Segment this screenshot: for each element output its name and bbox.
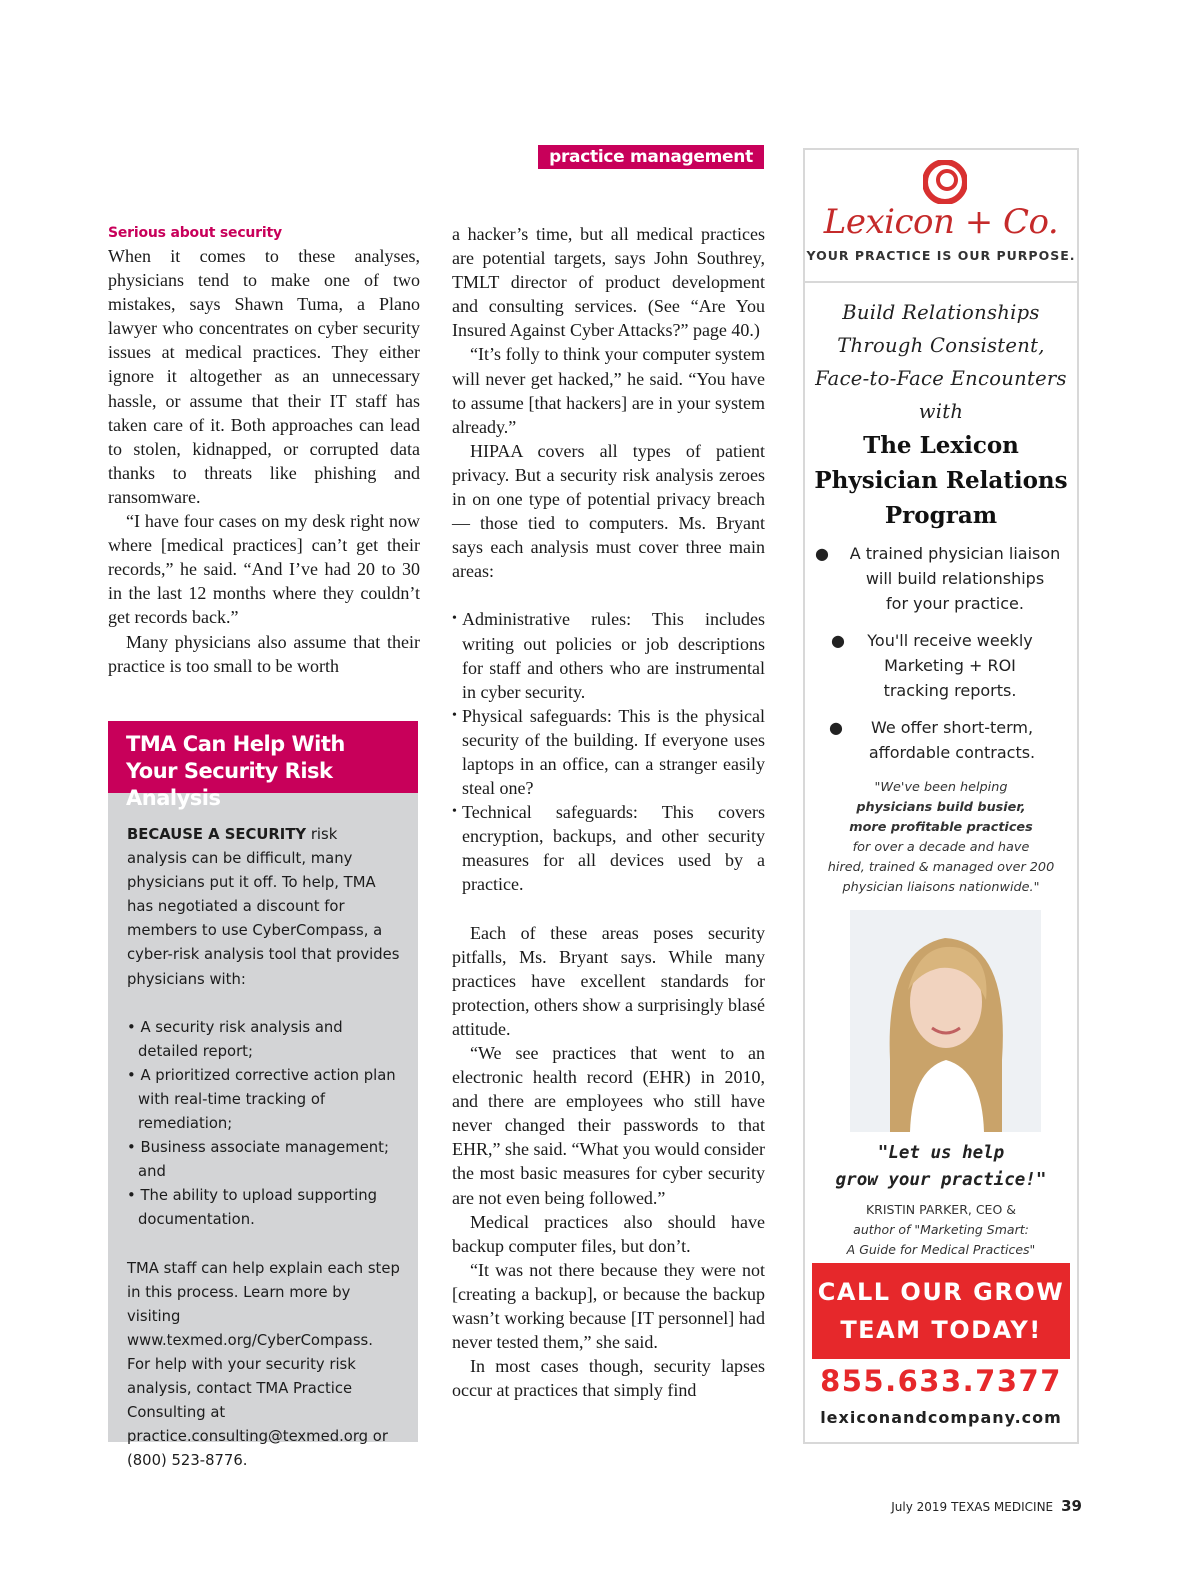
ad-quote-line: hired, trained & managed over 200 bbox=[827, 860, 1055, 875]
paragraph: Medical practices also should have backup computer files, but don’t. bbox=[452, 1211, 765, 1256]
paragraph: a hacker’s time, but all medical practices are potential targets, says John Southrey, TMLT director of product development and consulting services. (See “Are You Insured Against Cyber Attacks?” page 40.) bbox=[452, 224, 765, 341]
ad-cta-line: grow your practice!" bbox=[835, 1170, 1047, 1190]
ad-author-line: A Guide for Medical Practices" bbox=[846, 1242, 1036, 1257]
ad-website-link[interactable]: lexiconandcompany.com bbox=[820, 1408, 1062, 1427]
list-item-text: A prioritized corrective action plan with real-time tracking of remediation; bbox=[138, 1066, 396, 1133]
ad-author-line: KRISTIN PARKER, CEO & bbox=[865, 1202, 1017, 1217]
ad-program-line: Program bbox=[884, 502, 998, 529]
ad-quote-line: more profitable practices bbox=[849, 820, 1033, 835]
ad-cta-line: "Let us help bbox=[877, 1143, 1005, 1163]
advertisement[interactable] bbox=[803, 148, 1079, 1444]
list-item: • Business associate management; and bbox=[127, 1139, 389, 1181]
ad-headline-line: Through Consistent, bbox=[837, 334, 1045, 357]
list-item-text: A security risk analysis and detailed report; bbox=[138, 1018, 343, 1060]
ad-phone-number[interactable]: 855.633.7377 bbox=[820, 1364, 1062, 1398]
page-number: 39 bbox=[1061, 1497, 1082, 1515]
ad-quote-line: physicians build busier, bbox=[856, 800, 1026, 815]
list-item: • Administrative rules: This includes writing out policies or job descriptions for staff and others who are instrumental in cyber security. bbox=[452, 607, 765, 703]
ad-headline bbox=[805, 296, 1077, 428]
ad-quote-line: physician liaisons nationwide." bbox=[842, 880, 1040, 895]
ad-bullet-line: Marketing + ROI bbox=[884, 656, 1016, 675]
list-item: • Technical safeguards: This covers encryption, backups, and other security measures for all devices used by a practice. bbox=[452, 800, 765, 896]
sidebar-body bbox=[108, 793, 418, 1473]
list-item-text: Technical safeguards: This covers encryption, backups, and other security measures for all devices used by a practice. bbox=[462, 802, 765, 895]
intro-text: risk analysis can be difficult, many physicians put it off. To help, TMA has negotiated a discount for members to use CyberCompass, a cyber-risk analysis tool that provides physicians with: bbox=[127, 826, 400, 988]
ad-header bbox=[805, 150, 1077, 283]
bullet-icon: ● bbox=[829, 718, 843, 737]
sidebar-closing: TMA staff can help explain each step in this process. Learn more by visiting www.texmed.org/CyberCompass. For help with your security risk analysis, contact TMA Practice Consulting at practice.consulting@texmed.org or (800) 523-8776. bbox=[127, 1259, 400, 1470]
ad-headline-line: Build Relationships bbox=[842, 301, 1040, 324]
magazine-name: TEXAS MEDICINE bbox=[951, 1500, 1054, 1514]
bullet-icon: ● bbox=[815, 544, 829, 563]
list-item-text: Physical safeguards: This is the physical security of the building. If everyone uses laptops in an office, can a stranger easily steal one? bbox=[462, 705, 765, 799]
ad-author bbox=[805, 1200, 1077, 1260]
sidebar-box bbox=[108, 721, 418, 1470]
ad-bullet-line: We offer short-term, bbox=[870, 718, 1034, 737]
ad-testimonial bbox=[805, 778, 1077, 898]
paragraph: “It was not there because they were not [creating a backup], or because the backup wasn’t working because [IT personnel] had never tested them,” she said. bbox=[452, 1259, 765, 1353]
paragraph: In most cases though, security lapses occur at practices that simply find bbox=[452, 1356, 765, 1401]
ad-bullet-line: affordable contracts. bbox=[868, 743, 1036, 762]
paragraph: “We see practices that went to an electronic health record (EHR) in 2010, and there are employees who still have never changed their passwords to that EHR,” she said. “What you would consider the most basic measures for cyber security are not even being followed.” bbox=[452, 1043, 765, 1208]
list-item: • The ability to upload supporting documentation. bbox=[127, 1187, 378, 1229]
call-to-action-banner[interactable] bbox=[812, 1263, 1070, 1359]
article-column-2 bbox=[452, 222, 765, 1402]
portrait-image bbox=[850, 910, 1041, 1132]
ad-bullet-line: tracking reports. bbox=[883, 681, 1017, 700]
ad-bullet bbox=[815, 541, 1075, 616]
ad-tagline: YOUR PRACTICE IS OUR PURPOSE. bbox=[806, 248, 1076, 263]
cta-line: CALL OUR GROW bbox=[817, 1278, 1065, 1306]
lexicon-logo-icon bbox=[923, 160, 967, 204]
paragraph: Many physicians also assume that their practice is too small to be worth bbox=[108, 631, 420, 676]
ad-bullet-line: A trained physician liaison bbox=[849, 544, 1061, 563]
ad-bullet bbox=[831, 628, 1050, 703]
article-column-1 bbox=[108, 222, 420, 678]
ad-program-line: The Lexicon bbox=[863, 432, 1019, 459]
ad-cta-quote bbox=[805, 1140, 1077, 1194]
list-item-text: The ability to upload supporting documentation. bbox=[138, 1187, 378, 1229]
ad-quote-line: for over a decade and have bbox=[852, 840, 1030, 855]
cta-line: TEAM TODAY! bbox=[840, 1316, 1042, 1344]
section-tag: practice management bbox=[538, 145, 764, 169]
list-item: • Physical safeguards: This is the physical security of the building. If everyone uses laptops in an office, can a stranger easily steal one? bbox=[452, 704, 765, 800]
list-item: • A security risk analysis and detailed report; bbox=[127, 1018, 343, 1060]
paragraph: When it comes to these analyses, physicians tend to make one of two mistakes, says Shawn Tuma, a Plano lawyer who concentrates on cyber security issues at medical practices. They either ignore it altogether as an unnecessary hassle, or assume that their IT staff has taken care of it. Both approaches can lead to stolen, kidnapped, or corrupted data thanks to threats like phishing and ransomware. bbox=[108, 246, 420, 507]
ad-bullet bbox=[829, 715, 1057, 765]
page-footer bbox=[891, 1497, 1082, 1515]
ad-headline-line: Face-to-Face Encounters bbox=[815, 367, 1067, 390]
ad-bullet-line: You'll receive weekly bbox=[867, 631, 1033, 650]
lead-in: BECAUSE A SECURITY bbox=[127, 826, 307, 843]
subheading: Serious about security bbox=[108, 225, 282, 241]
paragraph: “It’s folly to think your computer system will never get hacked,” he said. “You have to assume [that hackers] are in your system already.” bbox=[452, 344, 765, 437]
sidebar-title: TMA Can Help With Your Security Risk Analysis bbox=[108, 721, 418, 793]
list-item-text: Business associate management; and bbox=[138, 1139, 389, 1181]
list-item: • A prioritized corrective action plan with real-time tracking of remediation; bbox=[127, 1066, 396, 1133]
ceo-portrait bbox=[850, 910, 1041, 1132]
ad-program-name bbox=[805, 428, 1077, 533]
ad-author-line: author of "Marketing Smart: bbox=[853, 1222, 1029, 1237]
paragraph: HIPAA covers all types of patient privacy. But a security risk analysis zeroes in on one type of potential privacy breach — those tied to computers. Ms. Bryant says each analysis must cover three main areas: bbox=[452, 440, 765, 582]
paragraph: “I have four cases on my desk right now where [medical practices] can’t get their records,” he said. “And I’ve had 20 to 30 in the last 12 months where they couldn’t get records back.” bbox=[108, 511, 420, 628]
ad-quote-line: "We've been helping bbox=[874, 780, 1008, 795]
ad-program-line: Physician Relations bbox=[814, 467, 1068, 494]
ad-bullet-line: will build relationships bbox=[865, 569, 1045, 588]
ad-brand: Lexicon + Co. bbox=[823, 202, 1059, 242]
ad-headline-line: with bbox=[918, 400, 964, 423]
list-item-text: Administrative rules: This includes writing out policies or job descriptions for staff and others who are instrumental in cyber security. bbox=[462, 609, 765, 702]
bullet-icon: ● bbox=[831, 631, 845, 650]
paragraph: Each of these areas poses security pitfalls, Ms. Bryant says. While many practices have excellent standards for protection, others show a surprisingly blasé attitude. bbox=[452, 922, 765, 1039]
issue-date: July 2019 bbox=[891, 1500, 948, 1514]
ad-bullet-line: for your practice. bbox=[886, 594, 1024, 613]
sidebar-intro bbox=[127, 823, 400, 992]
